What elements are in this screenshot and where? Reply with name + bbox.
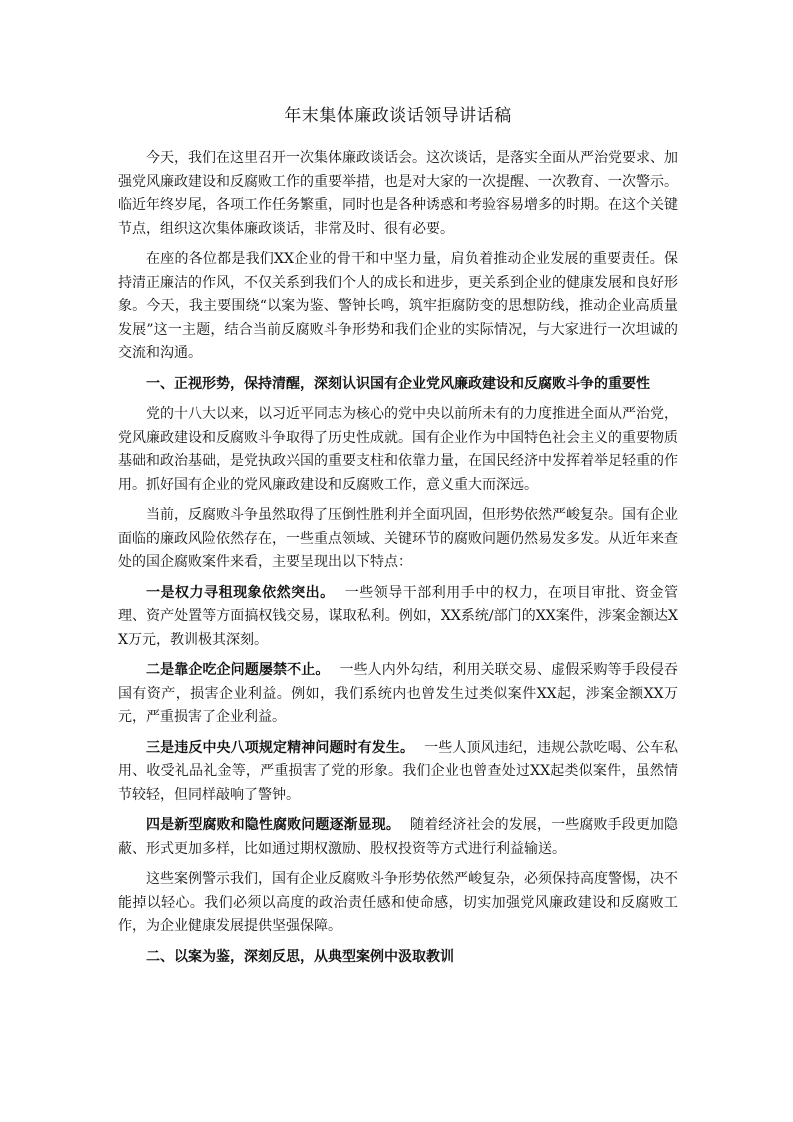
point-lead: 一是权力寻租现象依然突出。 [146, 584, 335, 601]
intro-paragraph: 在座的各位都是我们XX企业的骨干和中坚力量，肩负着推动企业发展的重要责任。保持清正廉洁的作风，不仅关系到我们个人的成长和进步，更关系到企业的健康发展和良好形象。今天，我主要围绕“以案为鉴、警钟长鸣，筑牢拒腐防变的思想防线，推动企业高质量发展”这一主题，结合当前反腐败斗争形势和我们企业的实际情况，与大家进行一次坦诚的交流和沟通。 [118, 251, 678, 361]
body-paragraph: 党的十八大以来，以习近平同志为核心的党中央以前所未有的力度推进全面从严治党，党风廉政建设和反腐败斗争取得了历史性成就。国有企业作为中国特色社会主义的重要物质基础和政治基础，是党执政兴国的重要支柱和依靠力量，在国民经济中发挥着举足轻重的作用。抓好国有企业的党风廉政建设和反腐败工作，意义重大而深远。 [118, 406, 678, 493]
point-text: 一些领导干部利用手中的权力，在项目审批、资金管理、资产处置等方面搞权钱交易，谋取私利。例如，XX系统/部门的XX案件，涉案金额达XX万元，教训极其深刻。 [118, 584, 679, 648]
document-page [118, 104, 678, 976]
point-paragraph [118, 582, 678, 653]
point-lead: 三是违反中央八项规定精神问题时有发生。 [146, 739, 415, 756]
point-text: 一些人顶风违纪，违规公款吃喝、公车私用、收受礼品礼金等，严重损害了党的形象。我们企业也曾查处过XX起类似案件，虽然情节较轻，但同样敲响了警钟。 [118, 739, 679, 803]
body-paragraph: 当前，反腐败斗争虽然取得了压倒性胜利并全面巩固，但形势依然严峻复杂。国有企业面临的廉政风险依然存在，一些重点领域、关键环节的腐败问题仍然易发多发。从近年来查处的国企腐败案件来看，主要呈现出以下特点： [118, 507, 678, 570]
section-heading: 二、以案为鉴，深刻反思，从典型案例中汲取教训 [146, 948, 454, 965]
point-text: 一些人内外勾结，利用关联交易、虚假采购等手段侵吞国有资产，损害企业利益。例如，我们系统内也曾发生过类似案件XX起，涉案金额XX万元，严重损害了企业利益。 [118, 662, 679, 725]
point-paragraph [118, 814, 678, 861]
intro-paragraph: 今天，我们在这里召开一次集体廉政谈话会。这次谈话，是落实全面从严治党要求、加强党风廉政建设和反腐败工作的重要举措，也是对大家的一次提醒、一次教育、一次警示。临近年终岁尾，各项工作任务繁重，同时也是各种诱惑和考验容易增多的时期。在这个关键节点，组织这次集体廉政谈话，非常及时、很有必要。 [118, 150, 678, 237]
point-lead: 二是靠企吃企问题屡禁不止。 [146, 662, 330, 678]
document-title: 年末集体廉政谈话领导讲话稿 [284, 106, 512, 126]
point-lead: 四是新型腐败和隐性腐败问题逐渐显现。 [146, 817, 400, 833]
section-heading: 一、正视形势，保持清醒，深刻认识国有企业党风廉政建设和反腐败斗争的重要性 [146, 375, 650, 392]
body-paragraph: 这些案例警示我们，国有企业反腐败斗争形势依然严峻复杂，必须保持高度警惕，决不能掉以轻心。我们必须以高度的政治责任感和使命感，切实加强党风廉政建设和反腐败工作，为企业健康发展提供坚强保障。 [118, 871, 678, 934]
point-text: 随着经济社会的发展，一些腐败手段更加隐蔽、形式更加多样，比如通过期权激励、股权投资等方式进行利益输送。 [118, 817, 678, 857]
point-paragraph [118, 737, 678, 808]
point-paragraph [118, 659, 678, 730]
